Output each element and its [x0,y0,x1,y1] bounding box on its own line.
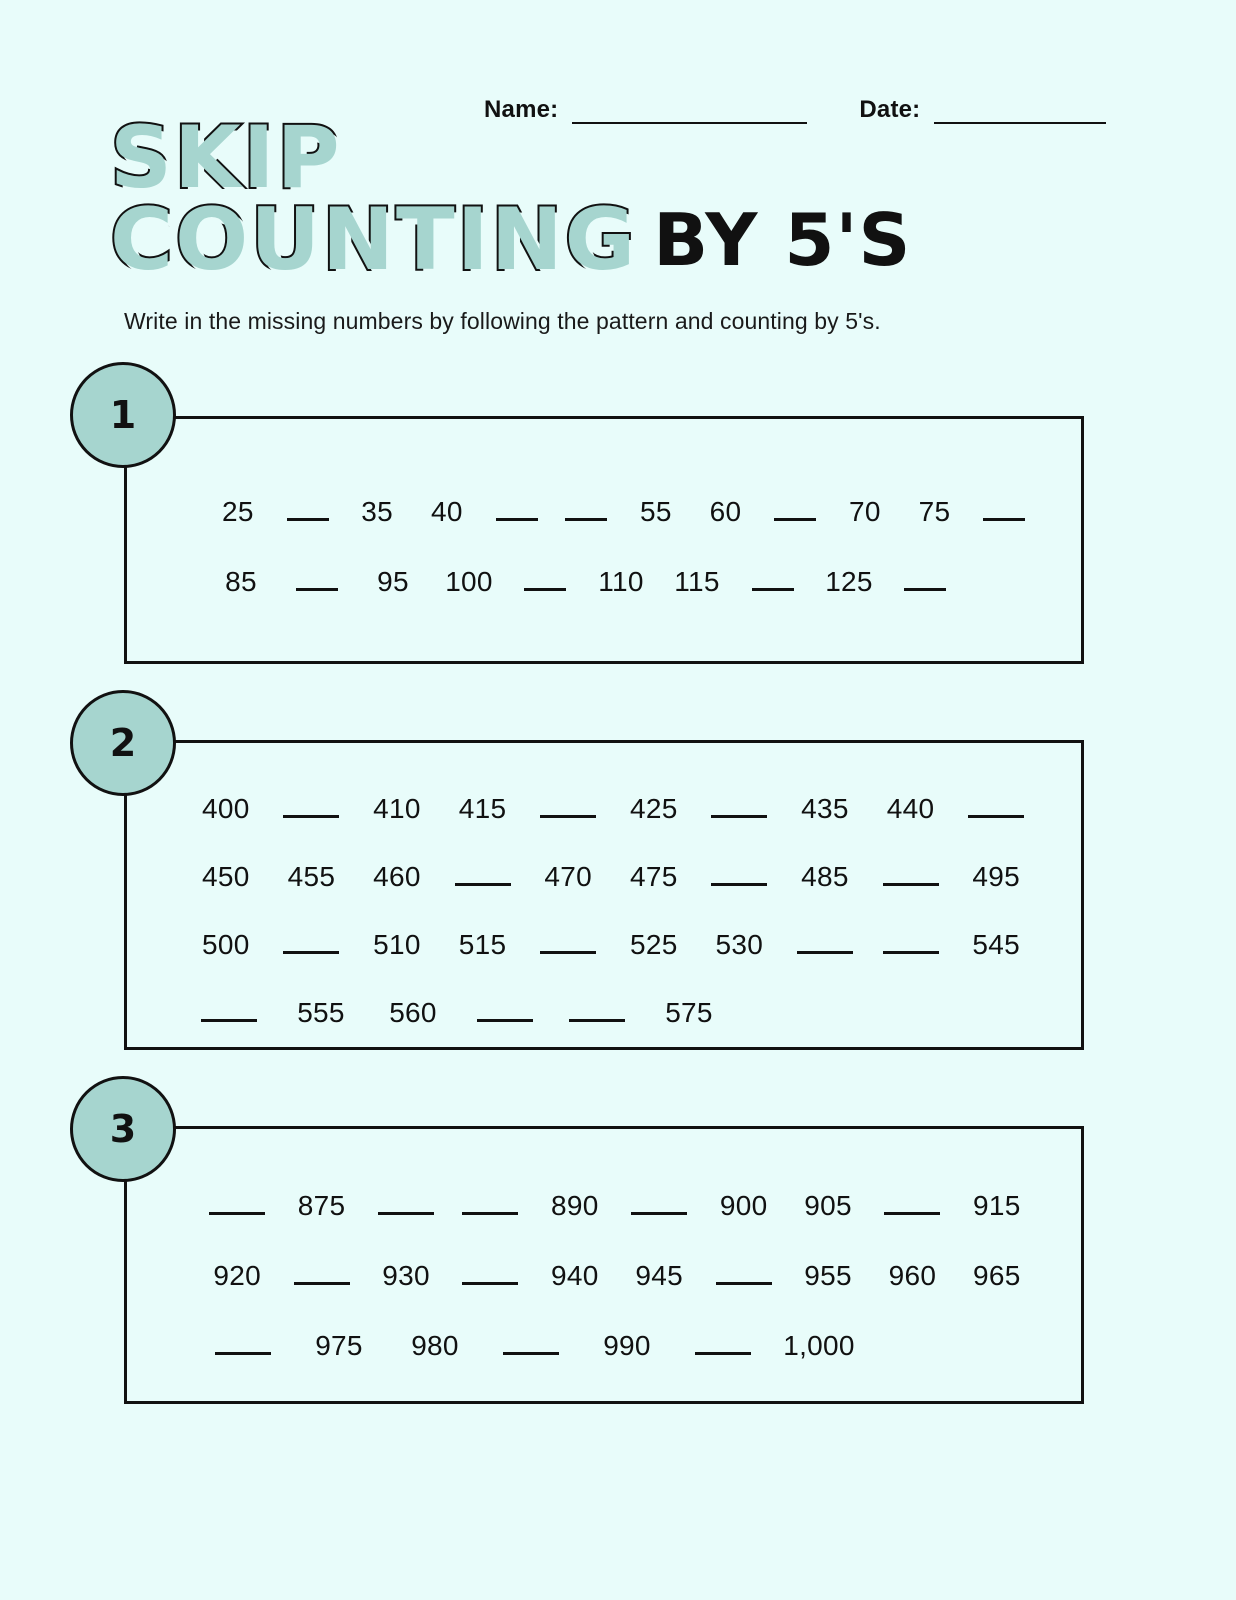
missing-number-blank[interactable] [868,929,954,961]
number-sequence-row [169,547,1039,617]
missing-number-blank[interactable] [887,566,963,598]
blank-line[interactable] [296,566,338,591]
problem-number-2: 2 [109,721,137,765]
blank-line[interactable] [455,861,511,886]
number-value: 425 [629,793,678,824]
problem-3-rows [127,1171,1081,1381]
missing-number-blank[interactable] [364,1190,448,1222]
missing-number-blank[interactable] [868,861,954,893]
number-value: 485 [801,861,849,892]
title-word-counting: COUNTING [110,189,638,290]
number-value: 125 [825,566,873,597]
problem-block-1 [124,416,1084,664]
number-value: 915 [973,1190,1021,1221]
number-value: 70 [849,496,881,527]
missing-number-blank[interactable] [551,997,643,1029]
number-value: 55 [639,496,672,527]
blank-line[interactable] [569,997,625,1022]
blank-line[interactable] [283,929,339,954]
number-value: 460 [373,861,421,892]
number-value: 965 [973,1260,1021,1291]
number-sequence-row [169,911,1039,979]
number-value: 575 [665,997,713,1028]
number-value: 975 [315,1330,363,1361]
number-value: 440 [886,793,935,824]
problem-block-3 [124,1126,1084,1404]
number-sequence-row [169,775,1039,843]
problem-block-2 [124,740,1084,1050]
missing-number-blank[interactable] [735,566,811,598]
number-value: 560 [389,997,437,1028]
number-value: 980 [411,1330,459,1361]
blank-line[interactable] [294,1260,350,1285]
number-value: 940 [551,1260,599,1291]
blank-line[interactable] [983,496,1025,521]
blank-line[interactable] [774,496,816,521]
missing-number-blank[interactable] [440,861,526,893]
blank-line[interactable] [540,793,596,818]
number-value: 450 [201,861,250,892]
number-value: 25 [221,496,254,527]
blank-line[interactable] [884,1190,940,1215]
number-value: 545 [972,929,1020,960]
number-sequence-row [169,843,1039,911]
number-value: 920 [213,1260,262,1291]
blank-line[interactable] [540,929,596,954]
missing-number-blank[interactable] [782,929,868,961]
blank-line[interactable] [462,1190,518,1215]
blank-line[interactable] [283,793,339,818]
number-value: 890 [551,1190,599,1221]
missing-number-blank[interactable] [953,793,1039,825]
missing-number-blank[interactable] [525,793,611,825]
blank-line[interactable] [883,861,939,886]
number-value: 410 [373,793,421,824]
missing-number-blank[interactable] [482,496,552,528]
problem-number-badge-3 [70,1076,176,1182]
missing-number-blank[interactable] [448,1190,532,1222]
blank-line[interactable] [201,997,257,1022]
blank-line[interactable] [711,861,767,886]
missing-number-blank[interactable] [269,793,355,825]
missing-number-blank[interactable] [617,1190,701,1222]
missing-number-blank[interactable] [697,861,783,893]
number-sequence-row [169,979,1039,1047]
number-value: 40 [430,496,463,527]
number-value: 110 [598,566,644,597]
missing-number-blank[interactable] [183,997,275,1029]
blank-line[interactable] [565,496,607,521]
missing-number-blank[interactable] [279,1260,363,1292]
number-value: 95 [377,566,409,597]
number-value: 500 [201,929,250,960]
number-value: 990 [603,1330,651,1361]
number-value: 470 [544,861,592,892]
number-sequence-row [169,1241,1039,1311]
blank-line[interactable] [287,496,329,521]
number-value: 400 [201,793,250,824]
number-value: 955 [804,1260,852,1291]
number-value: 475 [629,861,678,892]
missing-number-blank[interactable] [870,1190,954,1222]
number-value: 495 [972,861,1020,892]
blank-line[interactable] [797,929,853,954]
problem-2-rows [127,775,1081,1047]
missing-number-blank[interactable] [760,496,830,528]
blank-line[interactable] [496,496,538,521]
problem-number-badge-1 [70,362,176,468]
missing-number-blank[interactable] [551,496,621,528]
blank-line[interactable] [883,929,939,954]
missing-number-blank[interactable] [483,1330,579,1362]
number-value: 515 [458,929,507,960]
missing-number-blank[interactable] [195,1330,291,1362]
number-value: 945 [635,1260,684,1291]
blank-line[interactable] [209,1190,265,1215]
missing-number-blank[interactable] [448,1260,532,1292]
number-sequence-row [169,1171,1039,1241]
blank-line[interactable] [711,793,767,818]
number-value: 960 [888,1260,937,1291]
number-value: 100 [445,566,493,597]
missing-number-blank[interactable] [525,929,611,961]
number-value: 900 [719,1190,768,1221]
blank-line[interactable] [695,1330,751,1355]
number-value: 525 [629,929,678,960]
number-value: 35 [361,496,394,527]
number-value: 875 [297,1190,346,1221]
missing-number-blank[interactable] [701,1260,785,1292]
number-value: 510 [373,929,421,960]
number-value: 435 [801,793,849,824]
number-value: 415 [458,793,507,824]
title-line-2 [110,189,1110,290]
problem-1-rows [127,477,1081,617]
blank-line[interactable] [968,793,1024,818]
missing-number-blank[interactable] [697,793,783,825]
blank-line[interactable] [716,1260,772,1285]
number-sequence-row [169,477,1039,547]
number-value: 555 [297,997,345,1028]
missing-number-blank[interactable] [273,496,343,528]
blank-line[interactable] [477,997,533,1022]
blank-line[interactable] [752,566,794,591]
number-value: 1,000 [783,1330,855,1361]
name-label: Name: [484,96,559,123]
number-value: 115 [674,566,720,597]
number-value: 905 [804,1190,852,1221]
blank-line[interactable] [503,1330,559,1355]
instructions-text: Write in the missing numbers by following the pattern and counting by 5's. [124,308,881,334]
missing-number-blank[interactable] [459,997,551,1029]
blank-line[interactable] [524,566,566,591]
blank-line[interactable] [462,1260,518,1285]
problem-number-badge-2 [70,690,176,796]
missing-number-blank[interactable] [507,566,583,598]
missing-number-blank[interactable] [269,929,355,961]
blank-line[interactable] [631,1190,687,1215]
blank-line[interactable] [904,566,946,591]
missing-number-blank[interactable] [675,1330,771,1362]
missing-number-blank[interactable] [969,496,1039,528]
problem-number-3: 3 [109,1107,137,1151]
number-value: 75 [918,496,951,527]
number-value: 455 [287,861,336,892]
number-value: 60 [709,496,742,527]
number-sequence-row [169,1311,1039,1381]
date-label: Date: [859,96,921,123]
blank-line[interactable] [378,1190,434,1215]
title-suffix-by-5s: BY 5'S [653,197,912,282]
number-value: 530 [715,929,764,960]
blank-line[interactable] [215,1330,271,1355]
title-word-skip: SKIP [110,108,342,208]
problem-number-1: 1 [109,393,137,437]
number-value: 85 [225,566,257,597]
missing-number-blank[interactable] [195,1190,279,1222]
missing-number-blank[interactable] [279,566,355,598]
number-value: 930 [382,1260,430,1291]
